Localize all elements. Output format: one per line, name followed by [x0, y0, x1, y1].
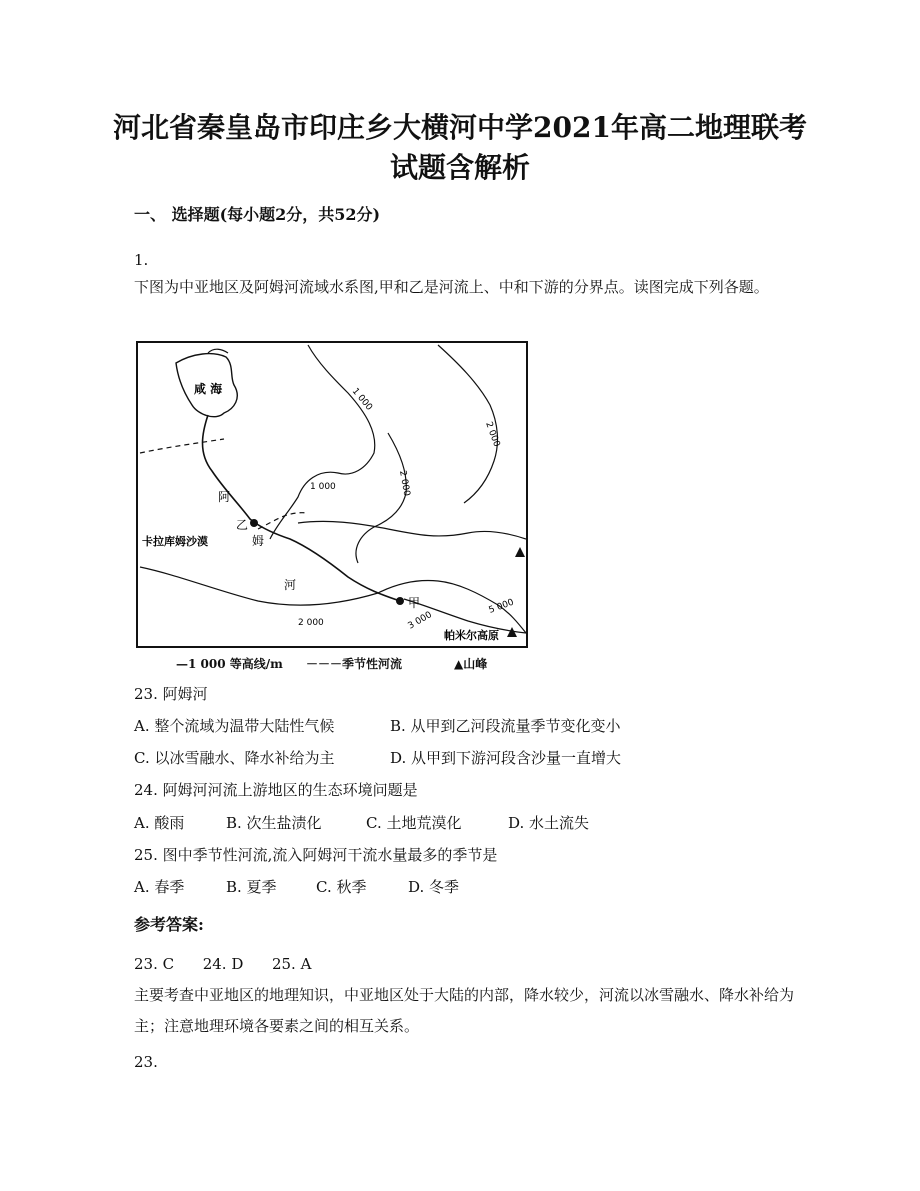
amu-darya-river	[203, 415, 401, 601]
question-25-option-c: C. 秋季	[316, 878, 367, 896]
legend-peak: ▲山峰	[454, 657, 488, 671]
amu-darya-map	[136, 341, 528, 648]
question-25-option-a: A. 春季	[134, 878, 185, 896]
label-contour-2000-mid: 2 000	[397, 469, 412, 497]
label-river-a: 阿	[218, 490, 231, 504]
point-yi-marker	[250, 519, 258, 527]
section-heading: 一、 选择题(每小题2分，共52分)	[134, 205, 381, 224]
question-24-option-a: A. 酸雨	[134, 814, 185, 832]
point-jia-marker	[396, 597, 404, 605]
question-23-option-b: B. 从甲到乙河段流量季节变化变小	[390, 717, 621, 735]
answer-keys: 23. C 24. D 25. A	[134, 955, 312, 973]
question-24-option-d: D. 水土流失	[508, 814, 590, 832]
label-river-m: 姆	[252, 534, 265, 548]
contour-1000-a	[270, 345, 375, 539]
map-drawing	[138, 343, 526, 646]
contour-2000-mid	[356, 433, 406, 563]
seasonal-river-2	[140, 439, 224, 453]
question-23-option-a: A. 整个流域为温带大陆性气候	[134, 717, 335, 735]
answer-explanation: 主要考查中亚地区的地理知识，中亚地区处于大陆的内部，降水较少，河流以冰雪融水、降水补给为主；注意地理环境各要素之间的相互关系。	[134, 986, 795, 1035]
document-title	[90, 108, 830, 188]
question-25-option-d: D. 冬季	[408, 878, 460, 896]
sea-shore-detail	[208, 349, 228, 353]
label-contour-3000: 3 000	[406, 610, 434, 632]
label-desert: 卡拉库姆沙漠	[142, 535, 208, 548]
label-sea: 咸 海	[194, 382, 223, 396]
question-intro-text: 下图为中亚地区及阿姆河流域水系图,甲和乙是河流上、中和下游的分界点。读图完成下列各题。	[134, 278, 769, 296]
question-25-option-b: B. 夏季	[226, 878, 277, 896]
title-line-2: 试题含解析	[389, 151, 530, 184]
label-contour-1000-mid: 1 000	[310, 482, 336, 492]
question-24-option-c: C. 土地荒漠化	[366, 814, 462, 832]
answers-heading: 参考答案:	[134, 915, 204, 934]
question-23-stem: 23. 阿姆河	[134, 685, 208, 703]
label-contour-2000-right: 2 000	[483, 420, 502, 449]
question-23-option-d: D. 从甲到下游河段含沙量一直增大	[390, 749, 622, 767]
question-24-stem: 24. 阿姆河河流上游地区的生态环境问题是	[134, 781, 418, 799]
question-25-stem: 25. 图中季节性河流,流入阿姆河干流水量最多的季节是	[134, 846, 498, 864]
label-contour-5000: 5 000	[487, 597, 516, 616]
label-contour-2000-bottom: 2 000	[298, 618, 324, 628]
title-line-1: 河北省秦皇岛市印庄乡大横河中学2021年高二地理联考	[113, 111, 807, 144]
label-yi: 乙	[236, 518, 249, 532]
legend-contour: —1 000 等高线/m	[176, 657, 283, 671]
map-legend	[136, 652, 528, 674]
question-number: 1.	[134, 251, 149, 269]
label-jia: 甲	[408, 596, 421, 610]
answer-23-label: 23.	[134, 1053, 158, 1071]
seasonal-river-1	[258, 513, 308, 529]
label-plateau: 帕米尔高原	[444, 629, 499, 642]
peak-marker-1	[515, 547, 525, 557]
question-23-option-c: C. 以冰雪融水、降水补给为主	[134, 749, 335, 767]
label-contour-1000-top: 1 000	[349, 386, 374, 413]
tributary-1	[298, 521, 526, 539]
question-24-option-b: B. 次生盐渍化	[226, 814, 322, 832]
label-river-h: 河	[284, 578, 297, 592]
legend-seasonal-river: －－－季节性河流	[306, 657, 403, 671]
